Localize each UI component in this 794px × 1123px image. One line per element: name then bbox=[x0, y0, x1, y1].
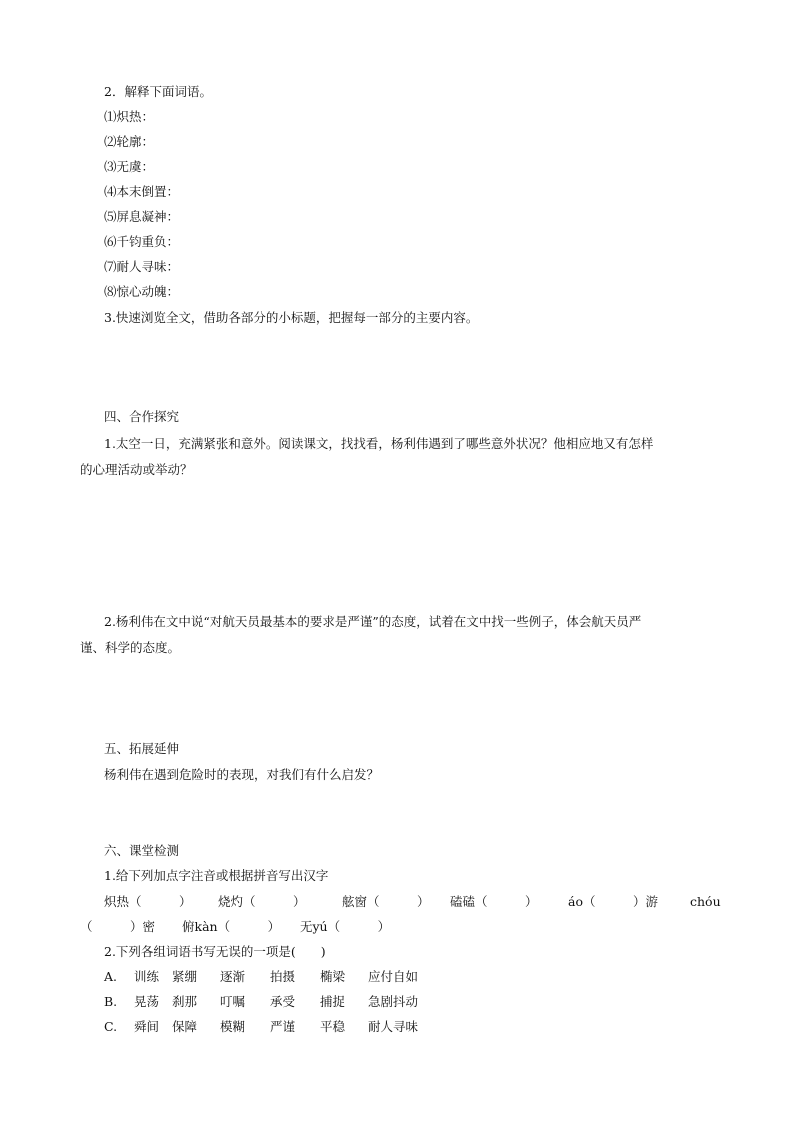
question-2-title: 2．解释下面词语。 bbox=[104, 84, 212, 99]
section-4-heading: 四、合作探究 bbox=[104, 409, 180, 424]
option-word: 逐渐 bbox=[220, 969, 246, 984]
section-6-heading: 六、课堂检测 bbox=[104, 843, 180, 858]
option-word: 平稳 bbox=[320, 1019, 346, 1034]
option-word: 椭梁 bbox=[320, 969, 346, 984]
option-label: B. bbox=[104, 994, 118, 1009]
section-5-heading: 五、拓展延伸 bbox=[104, 741, 180, 756]
section-4-question-1-line-1: 1.太空一日，充满紧张和意外。阅读课文，找找看，杨利伟遇到了哪些意外状况？他相应地又有怎样 bbox=[104, 436, 654, 451]
pinyin-blank: 舷窗（ ） bbox=[342, 894, 430, 909]
option-word: 模糊 bbox=[220, 1019, 246, 1034]
option-word: 耐人寻味 bbox=[368, 1019, 419, 1034]
section-5-question: 杨利伟在遇到危险时的表现，对我们有什么启发？ bbox=[104, 767, 380, 782]
section-4-question-2-line-2: 谨、科学的态度。 bbox=[80, 640, 181, 655]
section-6-question-1-title: 1.给下列加点字注音或根据拼音写出汉字 bbox=[104, 868, 329, 883]
option-word: 应付自如 bbox=[368, 969, 419, 984]
term-item: ⑵轮廓： bbox=[104, 134, 155, 149]
section-4-question-2-line-1: 2.杨利伟在文中说“对航天员最基本的要求是严谨”的态度，试着在文中找一些例子，体会航天员严 bbox=[104, 614, 642, 629]
option-word: 叮嘱 bbox=[220, 994, 246, 1009]
pinyin-blank: 烧灼（ ） bbox=[218, 894, 306, 909]
term-item: ⑻惊心动魄： bbox=[104, 284, 180, 299]
pinyin-blank: 无yú（ ） bbox=[300, 919, 391, 934]
term-item: ⑴炽热： bbox=[104, 109, 155, 124]
option-word: 捕捉 bbox=[320, 994, 346, 1009]
option-word: 舜间 bbox=[134, 1019, 160, 1034]
term-item: ⑸屏息凝神： bbox=[104, 209, 180, 224]
term-item: ⑷本末倒置： bbox=[104, 184, 180, 199]
option-word: 承受 bbox=[270, 994, 296, 1009]
option-word: 训练 bbox=[134, 969, 160, 984]
section-6-question-2-title: 2.下列各组词语书写无误的一项是( ) bbox=[104, 944, 326, 959]
term-item: ⑹千钧重负： bbox=[104, 234, 180, 249]
option-label: A. bbox=[104, 969, 118, 984]
pinyin-blank: 炽热（ ） bbox=[104, 894, 192, 909]
option-word: 刹那 bbox=[172, 994, 198, 1009]
question-3: 3.快速浏览全文，借助各部分的小标题，把握每一部分的主要内容。 bbox=[104, 310, 479, 325]
pinyin-blank: 磕磕（ ） bbox=[450, 894, 538, 909]
section-4-question-1-line-2: 的心理活动或举动？ bbox=[80, 462, 193, 477]
pinyin-blank: chóu bbox=[690, 894, 721, 909]
pinyin-blank: áo（ ）游 bbox=[568, 894, 658, 909]
pinyin-blank: （ ）密 bbox=[80, 919, 156, 934]
pinyin-blank: 俯kàn（ ） bbox=[182, 919, 281, 934]
option-word: 严谨 bbox=[270, 1019, 296, 1034]
option-label: C. bbox=[104, 1019, 118, 1034]
option-word: 紧绷 bbox=[172, 969, 198, 984]
option-word: 急剧抖动 bbox=[368, 994, 419, 1009]
term-item: ⑶无虞： bbox=[104, 159, 155, 174]
option-word: 晃荡 bbox=[134, 994, 160, 1009]
option-word: 保障 bbox=[172, 1019, 198, 1034]
option-word: 拍摄 bbox=[270, 969, 296, 984]
term-item: ⑺耐人寻味： bbox=[104, 259, 180, 274]
